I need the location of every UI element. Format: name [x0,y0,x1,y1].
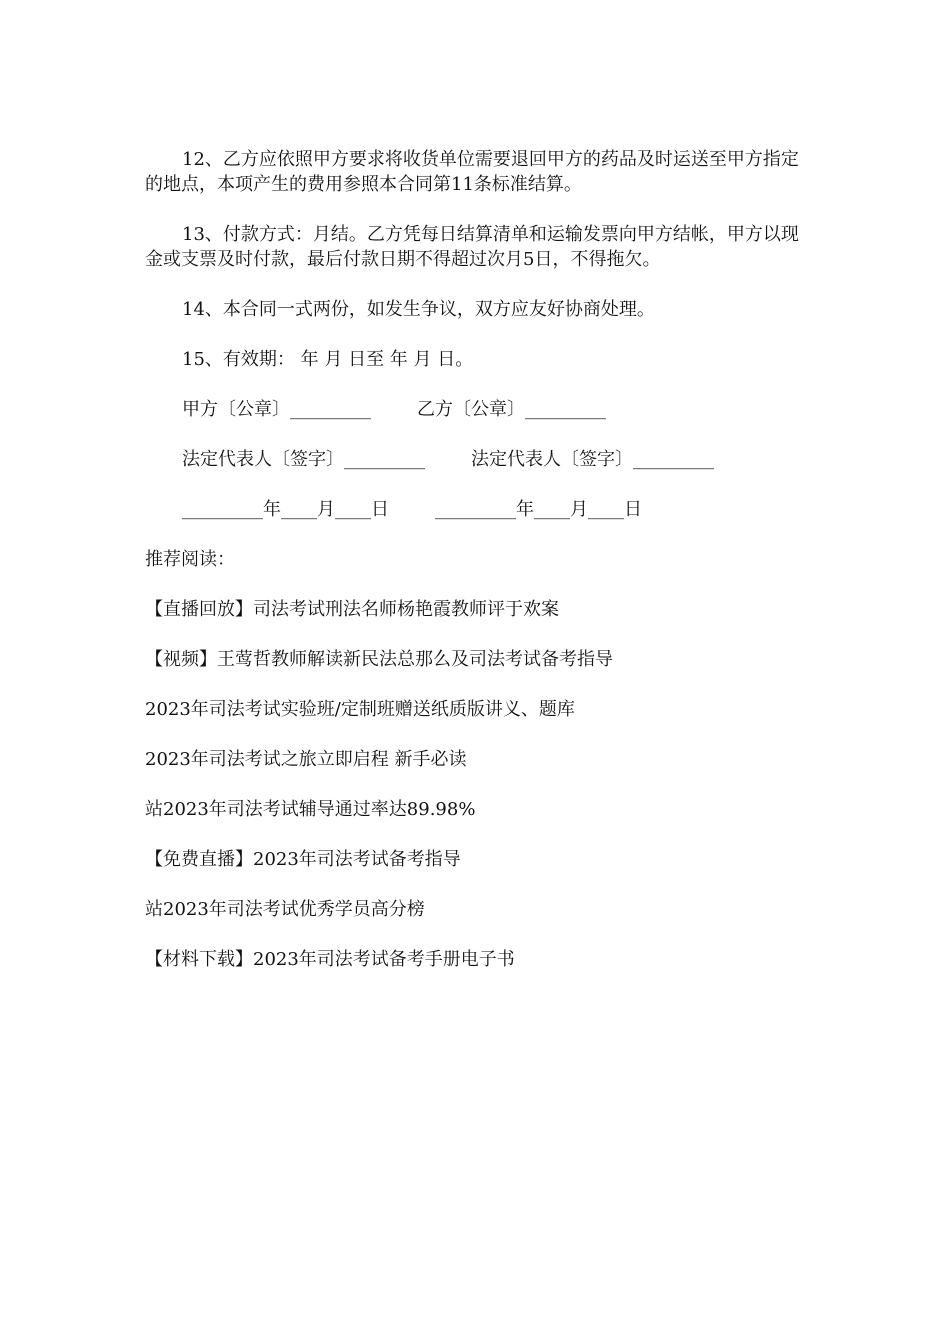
recommended-item[interactable] [145,647,805,672]
signature-rep-row [145,447,805,472]
recommended-item[interactable] [145,897,805,922]
recommended-link[interactable]: 2023年司法考试之旅立即启程 新手必读 [145,749,467,770]
recommended-item[interactable] [145,847,805,872]
party-b-seal: 乙方〔公章〕_________ [417,399,606,420]
recommended-link[interactable]: 【直播回放】司法考试刑法名师杨艳霞教师评于欢案 [145,599,559,620]
party-b-date: _________年____月____日 [435,499,642,520]
clause-14: 14、本合同一式两份，如发生争议，双方应友好协商处理。 [182,299,655,320]
recommended-link[interactable]: 【视频】王莺哲教师解读新民法总那么及司法考试备考指导 [145,649,613,670]
recommended-item[interactable] [145,697,805,722]
recommended-item[interactable] [145,747,805,772]
recommended-link[interactable]: 站2023年司法考试辅导通过率达89.98% [145,799,476,820]
signature-date-row [145,497,805,522]
recommended-title: 推荐阅读： [145,549,235,570]
party-a-representative: 法定代表人〔签字〕_________ [182,449,425,470]
recommended-link[interactable]: 【免费直播】2023年司法考试备考指导 [145,849,461,870]
recommended-link[interactable]: 站2023年司法考试优秀学员高分榜 [145,899,425,920]
clause-12: 12、乙方应依照甲方要求将收货单位需要退回甲方的药品及时运送至甲方指定的地点，本项产生的费用参照本合同第11条标准结算。 [145,149,799,195]
recommended-item[interactable] [145,947,805,972]
recommended-link[interactable]: 2023年司法考试实验班/定制班赠送纸质版讲义、题库 [145,699,575,720]
clause-15: 15、有效期： 年 月 日至 年 月 日。 [182,349,474,370]
document-body [145,147,805,997]
clause-13: 13、付款方式：月结。乙方凭每日结算清单和运输发票向甲方结帐，甲方以现金或支票及时付款，最后付款日期不得超过次月5日，不得拖欠。 [145,224,799,270]
signature-seal-row [145,397,805,422]
recommended-link[interactable]: 【材料下载】2023年司法考试备考手册电子书 [145,949,515,970]
party-b-representative: 法定代表人〔签字〕_________ [471,449,714,470]
recommended-item[interactable] [145,597,805,622]
recommended-item[interactable] [145,797,805,822]
party-a-date: _________年____月____日 [182,499,389,520]
party-a-seal: 甲方〔公章〕_________ [182,399,371,420]
